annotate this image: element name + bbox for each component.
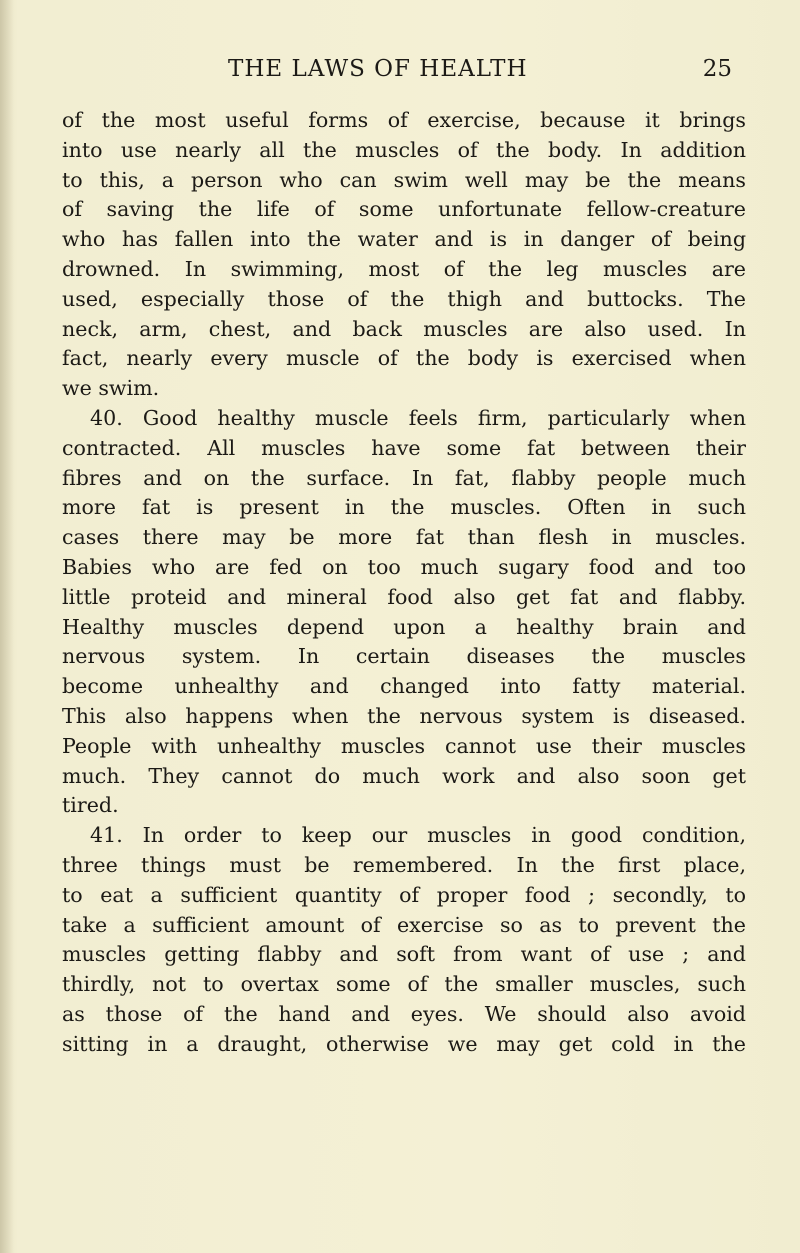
text-line: three things must be remembered. In the first place, (62, 852, 746, 877)
text-line: contracted. All muscles have some fat between their (62, 435, 746, 460)
paragraph-41 (62, 821, 746, 1059)
running-title: THE LAWS OF HEALTH (228, 56, 528, 82)
text-line: into use nearly all the muscles of the body. In addition (62, 137, 746, 162)
text-line: tired. (62, 793, 119, 818)
text-line: Healthy muscles depend upon a healthy brain and (62, 614, 746, 639)
page-header (0, 56, 800, 90)
text-line: Babies who are fed on too much sugary food and too (62, 554, 746, 579)
text-line: we swim. (62, 376, 160, 401)
text-line: thirdly, not to overtax some of the smaller muscles, such (62, 972, 746, 997)
text-line: People with unhealthy muscles cannot use their muscles (62, 733, 746, 758)
text-line: little proteid and mineral food also get fat and flabby. (62, 584, 746, 609)
text-line: take a sufficient amount of exercise so as to prevent the (62, 912, 746, 937)
text-line: become unhealthy and changed into fatty material. (62, 674, 746, 699)
text-line: fact, nearly every muscle of the body is exercised when (62, 346, 746, 371)
paragraph-continuation (62, 106, 746, 404)
page-number: 25 (702, 56, 732, 82)
text-line: This also happens when the nervous system is diseased. (62, 703, 746, 728)
body-text (62, 106, 746, 1060)
text-line: 41. In order to keep our muscles in good condition, (90, 823, 746, 848)
text-line: much. They cannot do much work and also soon get (62, 763, 746, 788)
text-line: who has fallen into the water and is in danger of being (62, 227, 746, 252)
text-line: of saving the life of some unfortunate fellow-creature (62, 197, 746, 222)
text-line: used, especially those of the thigh and buttocks. The (62, 286, 746, 311)
text-line: to eat a sufficient quantity of proper food ; secondly, to (62, 882, 746, 907)
page-gutter-shadow (0, 0, 14, 1253)
text-line: neck, arm, chest, and back muscles are also used. In (62, 316, 746, 341)
text-line: 40. Good healthy muscle feels firm, particularly when (90, 405, 746, 430)
text-line: drowned. In swimming, most of the leg muscles are (62, 256, 746, 281)
paragraph-40 (62, 404, 746, 821)
text-line: sitting in a draught, otherwise we may get cold in the (62, 1031, 746, 1056)
text-line: more fat is present in the muscles. Often in such (62, 495, 746, 520)
text-line: muscles getting flabby and soft from want of use ; and (62, 942, 746, 967)
text-line: fibres and on the surface. In fat, flabby people much (62, 465, 746, 490)
text-line: cases there may be more fat than flesh in muscles. (62, 525, 746, 550)
text-line: of the most useful forms of exercise, because it brings (62, 108, 746, 132)
text-line: as those of the hand and eyes. We should also avoid (62, 1001, 746, 1026)
text-line: to this, a person who can swim well may be the means (62, 167, 746, 192)
text-line: nervous system. In certain diseases the muscles (62, 644, 746, 669)
